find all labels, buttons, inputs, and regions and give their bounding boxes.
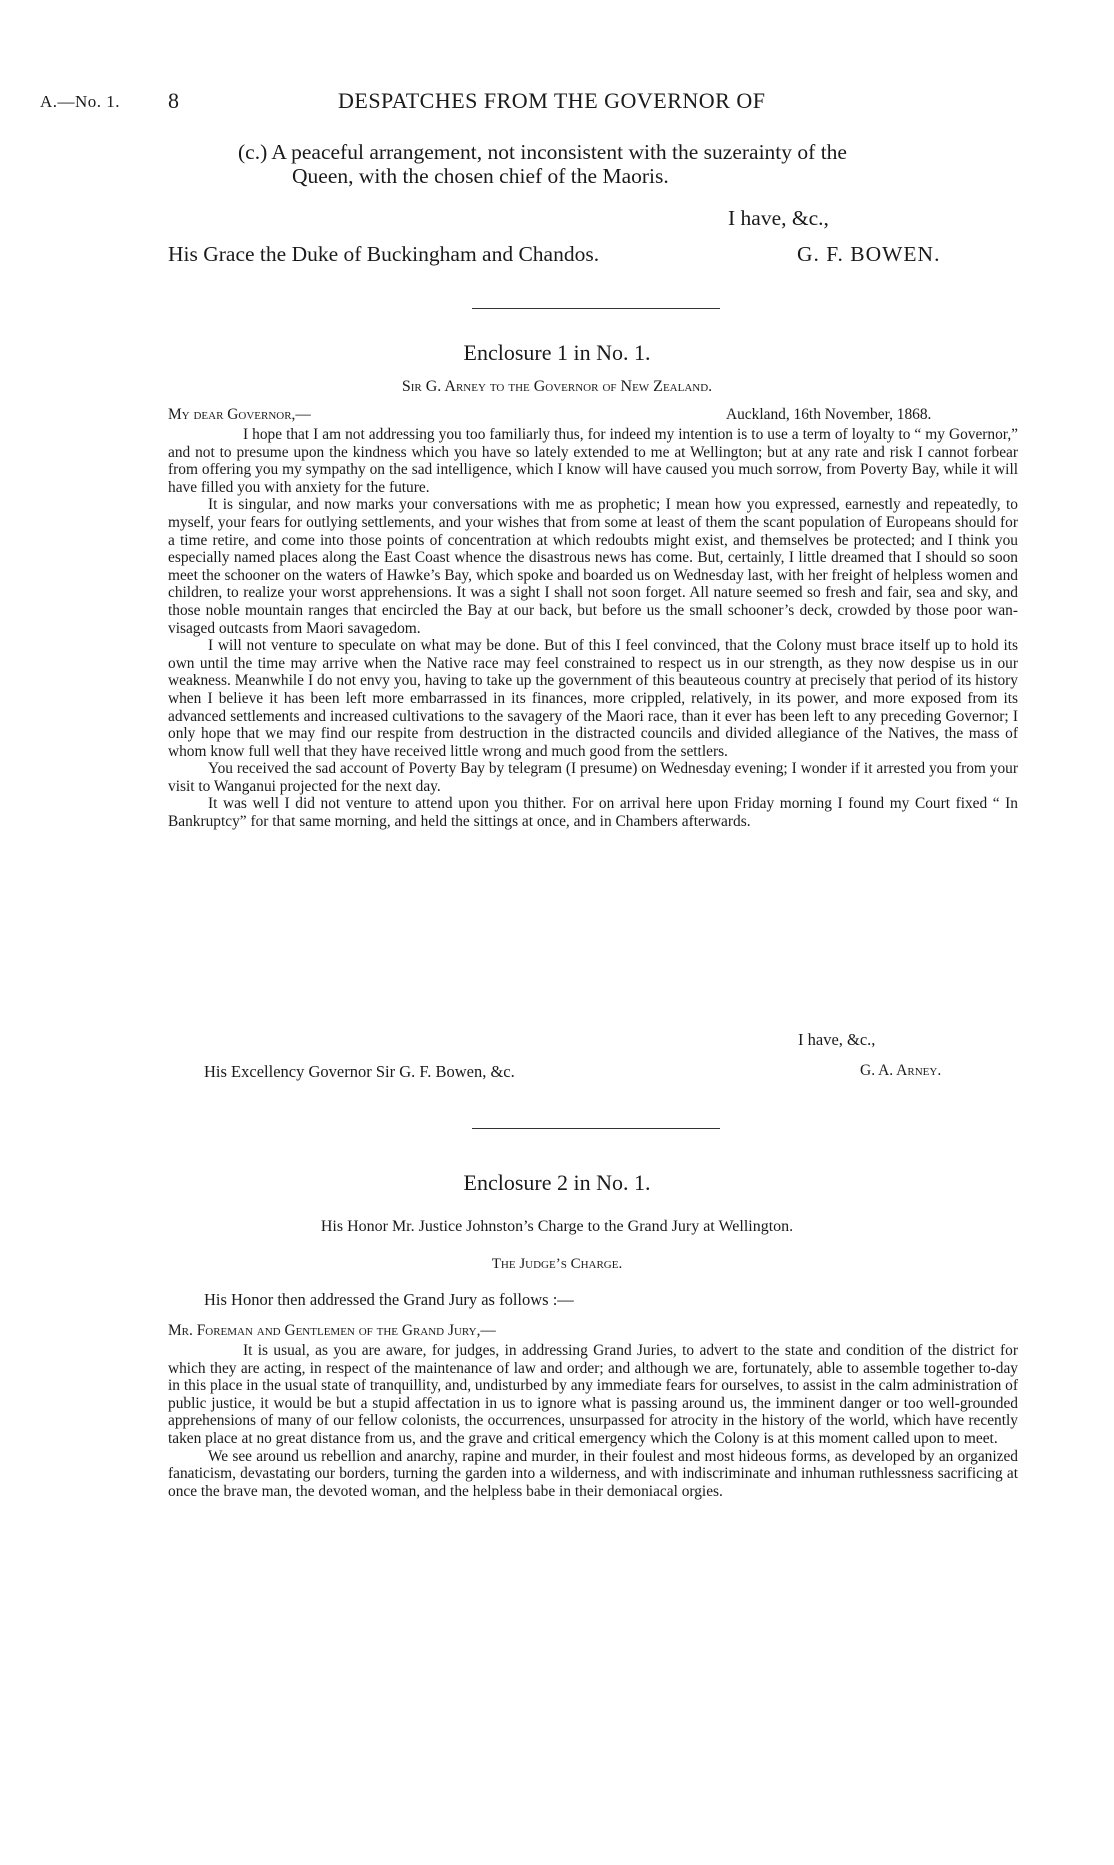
enclosure1-salutation: My dear Governor,— xyxy=(168,406,311,423)
enclosure1-subheading: Sir G. Arney to the Governor of New Zealand. xyxy=(401,378,713,395)
enclosure2-paragraph: We see around us rebellion and anarchy, rapine and murder, in their foulest and most hideous forms, as developed by an organized fanaticism, devastating our borders, turning the garden into a wilderness, and with indiscriminate and inhuman ruthlessness sacrificing at once the brave man, the devoted woman, and the helpless babe in their demoniacal orgies. xyxy=(168,1447,1018,1500)
enclosure2-paragraph: It is usual, as you are aware, for judges, in addressing Grand Juries, to advert to the state and condition of the district for which they are acting, in respect of the maintenance of law and order; and although we are, fortunately, able to assemble together to-day in this place in the usual state of tranquillity, and, undisturbed by any immediate fears for ourselves, to assist in the calm administration of public justice, it would be but a stupid affectation in us to ignore what is passing around us, the imminent danger or too well-grounded apprehensions of many of our fellow colonists, the occurrences, unsurpassed for atrocity in the history of the world, which have recently taken place at no great distance from us, and the grave and critical emergency which the Colony is at this moment called upon to meet. xyxy=(168,1342,1018,1447)
signature: G. F. BOWEN. xyxy=(797,242,941,266)
addressee: His Grace the Duke of Buckingham and Chandos. xyxy=(168,242,600,266)
enclosure1-paragraph: I will not venture to speculate on what may be done. But of this I feel convinced, that the Colony must brace itself up to hold its own until the time may arrive when the Native race may feel constrained to respect us in our strength, as they now despise us in our weakness. Meanwhile I do not envy you, having to take up the government of this beauteous country at precisely that period of its history when I believe it has been left more embarrassed in its finances, more crippled, relatively, in its power, and more exposed from its advanced settlements and increased cultivations to the savagery of the Maori race, than it ever has been left to any preceding Governor; I only hope that we may find our respite from destruction in the distracted councils and divided allegiance of the Natives, the mass of whom know full well that they have received little wrong and much good from the settlers. xyxy=(168,637,1018,760)
section-title: The Judge’s Charge. xyxy=(491,1256,623,1272)
enclosure1-paragraph: You received the sad account of Poverty Bay by telegram (I presume) on Wednesday evening; I wonder if it arrested you from your visit to Wanganui projected for the next day. xyxy=(168,760,1018,795)
document-ref: A.—No. 1. xyxy=(40,92,121,111)
section-divider xyxy=(472,1128,720,1129)
enclosure1-heading: Enclosure 1 in No. 1. xyxy=(463,340,651,365)
enclosure1-body xyxy=(168,426,1018,831)
enclosure2-body xyxy=(168,1342,1018,1500)
enclosure1-paragraph: It was well I did not venture to attend upon you thither. For on arrival here upon Friday morning I found my Court fixed “ In Bankruptcy” for that same morning, and held the sittings at once, and in Chambers afterwards. xyxy=(168,795,1018,831)
closing-i-have: I have, &c., xyxy=(728,206,829,230)
enclosure1-paragraph: I hope that I am not addressing you too familiarly thus, for indeed my intention is to use a term of loyalty to “ my Governor,” and not to presume upon the kindness which you have so lately extended to me at Wellington; but at any rate and risk I cannot forbear from offering you my sympathy on the sad intelligence, which I know will have caused you much sorrow, from Poverty Bay, while it will have filled you with anxiety for the future. xyxy=(168,426,1018,496)
enclosure1-addressee: His Excellency Governor Sir G. F. Bowen, &c. xyxy=(204,1062,515,1081)
enclosure2-subheading: His Honor Mr. Justice Johnston’s Charge to the Grand Jury at Wellington. xyxy=(320,1218,794,1235)
enclosure2-heading: Enclosure 2 in No. 1. xyxy=(463,1170,651,1195)
item-c-line1: (c.) A peaceful arrangement, not inconsistent with the suzerainty of the xyxy=(238,140,847,164)
page-number: 8 xyxy=(168,88,180,113)
section-divider xyxy=(472,308,720,309)
enclosure1-signature: G. A. Arney. xyxy=(860,1062,942,1079)
enclosure2-intro: His Honor then addressed the Grand Jury as follows :— xyxy=(204,1290,574,1309)
running-title: DESPATCHES FROM THE GOVERNOR OF xyxy=(338,88,766,113)
enclosure1-paragraph: It is singular, and now marks your conversations with me as prophetic; I mean how you expressed, earnestly and repeatedly, to myself, your fears for outlying settlements, and your wishes that from some at least of them the scant population of Europeans should for a time retire, and come into those points of concentration at which redoubts might exist, and themselves be protected; and I think you especially named places along the East Coast whence the disastrous news has come. But, certainly, I little dreamed that I should so soon meet the schooner on the waters of Hawke’s Bay, which spoke and boarded us on Wednesday last, with her freight of helpless women and children, to realize your worst apprehensions. It was a sight I shall not soon forget. All nature seemed so fresh and fair, sea and sky, and those noble mountain ranges that encircled the Bay at our back, but before us the small schooner’s deck, crowded by those poor wan-visaged outcasts from Maori savagedom. xyxy=(168,496,1018,637)
enclosure2-salutation: Mr. Foreman and Gentlemen of the Grand Jury,— xyxy=(168,1322,496,1339)
enclosure1-place-date: Auckland, 16th November, 1868. xyxy=(726,406,932,423)
enclosure1-i-have: I have, &c., xyxy=(798,1030,876,1049)
item-c-line2: Queen, with the chosen chief of the Maoris. xyxy=(292,164,669,188)
